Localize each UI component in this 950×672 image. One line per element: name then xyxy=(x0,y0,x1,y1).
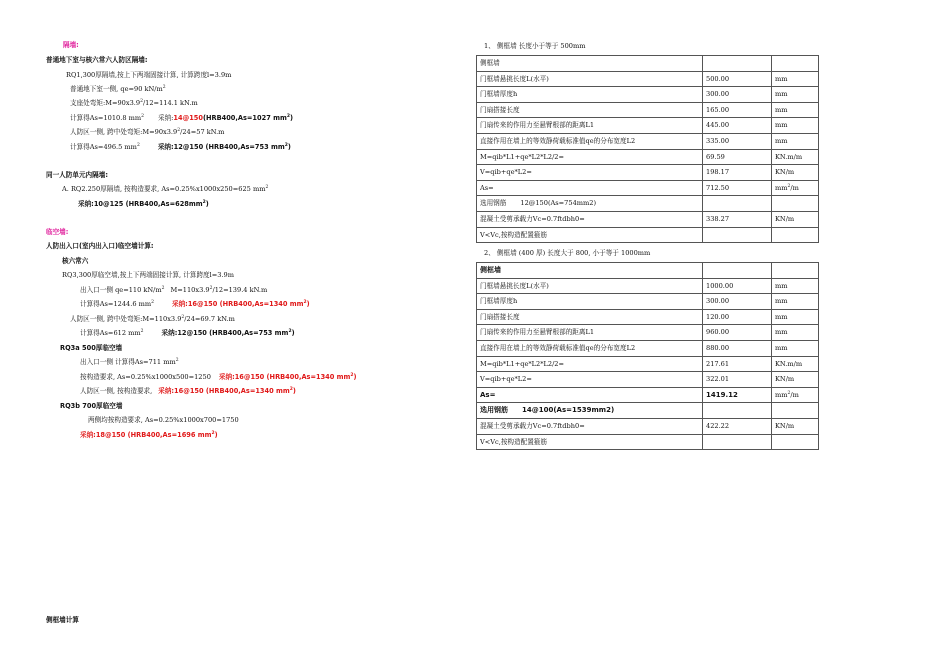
table-row xyxy=(477,263,819,279)
rq3b-title: RQ3b 700厚临空墙 xyxy=(60,402,123,410)
section-1-title: 1、 侧框墙 长度小于等于 500mm xyxy=(484,42,586,50)
row-value: 120.00 xyxy=(703,309,772,325)
row-label: 门扇搭接长度 xyxy=(477,309,703,325)
row-label: M=qib*L1+qe*L2*L2/2= xyxy=(477,149,703,165)
row-unit: mm xyxy=(772,102,819,118)
rq3-cd-side: 人防区一侧, 跨中处弯矩$:M=110x3.9^2/24=69.7$ kN.m xyxy=(70,315,235,323)
row-label: 门扇传来的作用力至悬臂根部的距离L1 xyxy=(477,118,703,134)
table-head-cell: 侧框墙 xyxy=(477,56,703,72)
row-unit: mm xyxy=(772,278,819,294)
row-unit: KN/m xyxy=(772,418,819,434)
row-label: 门框墙悬挑长度L(水平) xyxy=(477,278,703,294)
rq3b-pick: 采纳:18@150 (HRB400,As=1696 $mm^2$) xyxy=(80,431,218,439)
table-row xyxy=(477,165,819,181)
row-label: 门框墙悬挑长度L(水平) xyxy=(477,71,703,87)
row-value: 1419.12 xyxy=(703,387,772,403)
table-head-cell: 侧框墙 xyxy=(477,263,703,279)
temp-sub-heading: 人防出入口(室内出入口)临空墙计算: xyxy=(46,242,154,250)
table-row xyxy=(477,211,819,227)
table-row xyxy=(477,180,819,196)
table-row xyxy=(477,418,819,434)
table-row xyxy=(477,149,819,165)
rq1-support-moment: 支座处弯矩$:M=90x3.9^2/12=114.1$ kN.m xyxy=(70,99,198,107)
row-unit: mm xyxy=(772,133,819,149)
partition-heading: 隔墙: xyxy=(63,41,79,49)
table-row xyxy=(477,309,819,325)
rq3-entry: 出入口一侧 qe=110 $kN/m^2$ $M=110x3.9^2/12=139.4$ kN.m xyxy=(80,286,268,294)
row-unit: KN.m/m xyxy=(772,149,819,165)
row-unit: mm xyxy=(772,87,819,103)
rq1-calc-2: 计算得As=496.5 $mm^2$ 采纳:12@150 (HRB400,As=753 $mm^2$) xyxy=(70,143,291,151)
class-label: 核六常六 xyxy=(62,257,89,265)
row-value: 165.00 xyxy=(703,102,772,118)
row-value: 500.00 xyxy=(703,71,772,87)
row-label: 门框墙厚度h xyxy=(477,87,703,103)
table-row xyxy=(477,133,819,149)
row-value: 322.01 xyxy=(703,372,772,388)
rq1-cd-side: 人防区一侧, 跨中处弯矩$:M=90x3.9^2/24=57$ kN.m xyxy=(70,128,225,136)
table-row xyxy=(477,356,819,372)
side-wall-table-1 xyxy=(476,55,819,243)
row-value: 338.27 xyxy=(703,211,772,227)
rq3b-both: 两侧均按构造要求, As=0.25%x1000x700=1750 xyxy=(88,416,239,424)
row-label: As= xyxy=(477,387,703,403)
row-value: 422.22 xyxy=(703,418,772,434)
row-label: 混凝土受剪承载力Vc=0.7ftdbh0= xyxy=(477,211,703,227)
row-label: 直接作用在墙上的等效静荷载标准值qe的分布宽度L2 xyxy=(477,340,703,356)
row-unit: mm xyxy=(772,294,819,310)
row-value: 712.50 xyxy=(703,180,772,196)
row-value: 217.61 xyxy=(703,356,772,372)
row-unit: mm xyxy=(772,340,819,356)
row-value: 300.00 xyxy=(703,87,772,103)
rebar-value: 14@100(As=1539mm2) xyxy=(522,406,615,415)
section-2-title: 2、 侧框墙 (400 厚) 长度大于 800, 小于等于 1000mm xyxy=(484,249,651,257)
basement-heading: 普通地下室与核六常六人防区隔墙: xyxy=(46,56,148,64)
table-row xyxy=(477,434,819,450)
row-value: 1000.00 xyxy=(703,278,772,294)
row-label: As= xyxy=(477,180,703,196)
row-label: M=qib*L1+qe*L2*L2/2= xyxy=(477,356,703,372)
row-value: 445.00 xyxy=(703,118,772,134)
row-value: 335.00 xyxy=(703,133,772,149)
table-row xyxy=(477,325,819,341)
footer-caption: 侧框墙计算 xyxy=(46,616,79,624)
table-row xyxy=(477,227,819,243)
temp-heading: 临空墙: xyxy=(46,228,69,236)
row-label: V<Vc,按构造配置箍筋 xyxy=(477,227,703,243)
row-unit: $mm^2/m$ xyxy=(772,387,819,403)
rq3-title: RQ3,300厚临空墙,按上下两端固接计算, 计算跨度l=3.9m xyxy=(62,271,235,279)
row-value: 300.00 xyxy=(703,294,772,310)
row-unit: mm xyxy=(772,71,819,87)
row-label: V=qib+qe*L2= xyxy=(477,165,703,181)
row-value: 960.00 xyxy=(703,325,772,341)
table-row xyxy=(477,71,819,87)
a-rq2-pick: 采纳:10@125 $(HRB400,As=628mm^2)$ xyxy=(78,200,209,208)
table-row xyxy=(477,56,819,72)
table-row xyxy=(477,196,819,212)
side-wall-table-2 xyxy=(476,262,819,450)
row-unit: mm xyxy=(772,325,819,341)
row-label: V=qib+qe*L2= xyxy=(477,372,703,388)
table-row xyxy=(477,294,819,310)
row-label: 门框墙厚度h xyxy=(477,294,703,310)
rq3a-entry: 出入口一侧 计算得As=711 $mm^2$ xyxy=(80,358,179,366)
row-value: 198.17 xyxy=(703,165,772,181)
row-unit: KN.m/m xyxy=(772,356,819,372)
rebar-value: 12@150(As=754mm2) xyxy=(520,199,597,208)
table-row xyxy=(477,118,819,134)
rebar-cell: 选用钢筋 12@150(As=754mm2) xyxy=(477,196,703,212)
rebar-cell: 选用钢筋 14@100(As=1539mm2) xyxy=(477,403,703,419)
rq3a-title: RQ3a 500厚临空墙 xyxy=(60,344,123,352)
row-unit: $mm^2/m$ xyxy=(772,180,819,196)
rq1-title: RQ1,300厚隔墙,按上下两端固接计算, 计算跨度l=3.9m xyxy=(66,71,232,79)
rq3-calc-2: 计算得As=612 $mm^2$ 采纳:12@150 (HRB400,As=753 $mm^2$) xyxy=(80,329,295,337)
row-label: V<Vc,按构造配置箍筋 xyxy=(477,434,703,450)
table-row xyxy=(477,403,819,419)
unit-heading: 同一人防单元内隔墙: xyxy=(46,171,108,179)
row-unit: KN/m xyxy=(772,165,819,181)
table-row xyxy=(477,102,819,118)
table-row xyxy=(477,340,819,356)
row-value: 880.00 xyxy=(703,340,772,356)
a-rq2: A. RQ2.250厚隔墙, 按构造要求, As=0.25%x1000x250=625 $mm^2$ xyxy=(62,185,269,193)
rq1-calc-1: 计算得As=1010.8 $mm^2$ 采纳:14@150(HRB400,As=1027 $mm^2$) xyxy=(70,114,293,122)
row-label: 门扇传来的作用力至悬臂根部的距离L1 xyxy=(477,325,703,341)
rq3a-cd: 人防区一侧, 按构造要求, 采纳:16@150 (HRB400,As=1340 $mm^2$) xyxy=(80,387,296,395)
row-unit: mm xyxy=(772,309,819,325)
row-label: 门扇搭接长度 xyxy=(477,102,703,118)
rq3-calc-1: 计算得As=1244.6 $mm^2$ 采纳:16@150 (HRB400,As=1340 $mm^2$) xyxy=(80,300,310,308)
rq1-normal-side: 普通地下室一侧, qe=90 $kN/m^2$ xyxy=(70,85,166,93)
row-unit: KN/m xyxy=(772,372,819,388)
table-row xyxy=(477,278,819,294)
row-label: 直接作用在墙上的等效静荷载标准值qe的分布宽度L2 xyxy=(477,133,703,149)
table-row xyxy=(477,372,819,388)
table-row xyxy=(477,87,819,103)
row-unit: mm xyxy=(772,118,819,134)
row-value: 69.59 xyxy=(703,149,772,165)
row-unit: KN/m xyxy=(772,211,819,227)
row-label: 混凝土受剪承载力Vc=0.7ftdbh0= xyxy=(477,418,703,434)
rq3a-constr: 按构造要求, As=0.25%x1000x500=1250 采纳:16@150 (HRB400,As=1340 $mm^2$) xyxy=(80,373,357,381)
table-row xyxy=(477,387,819,403)
